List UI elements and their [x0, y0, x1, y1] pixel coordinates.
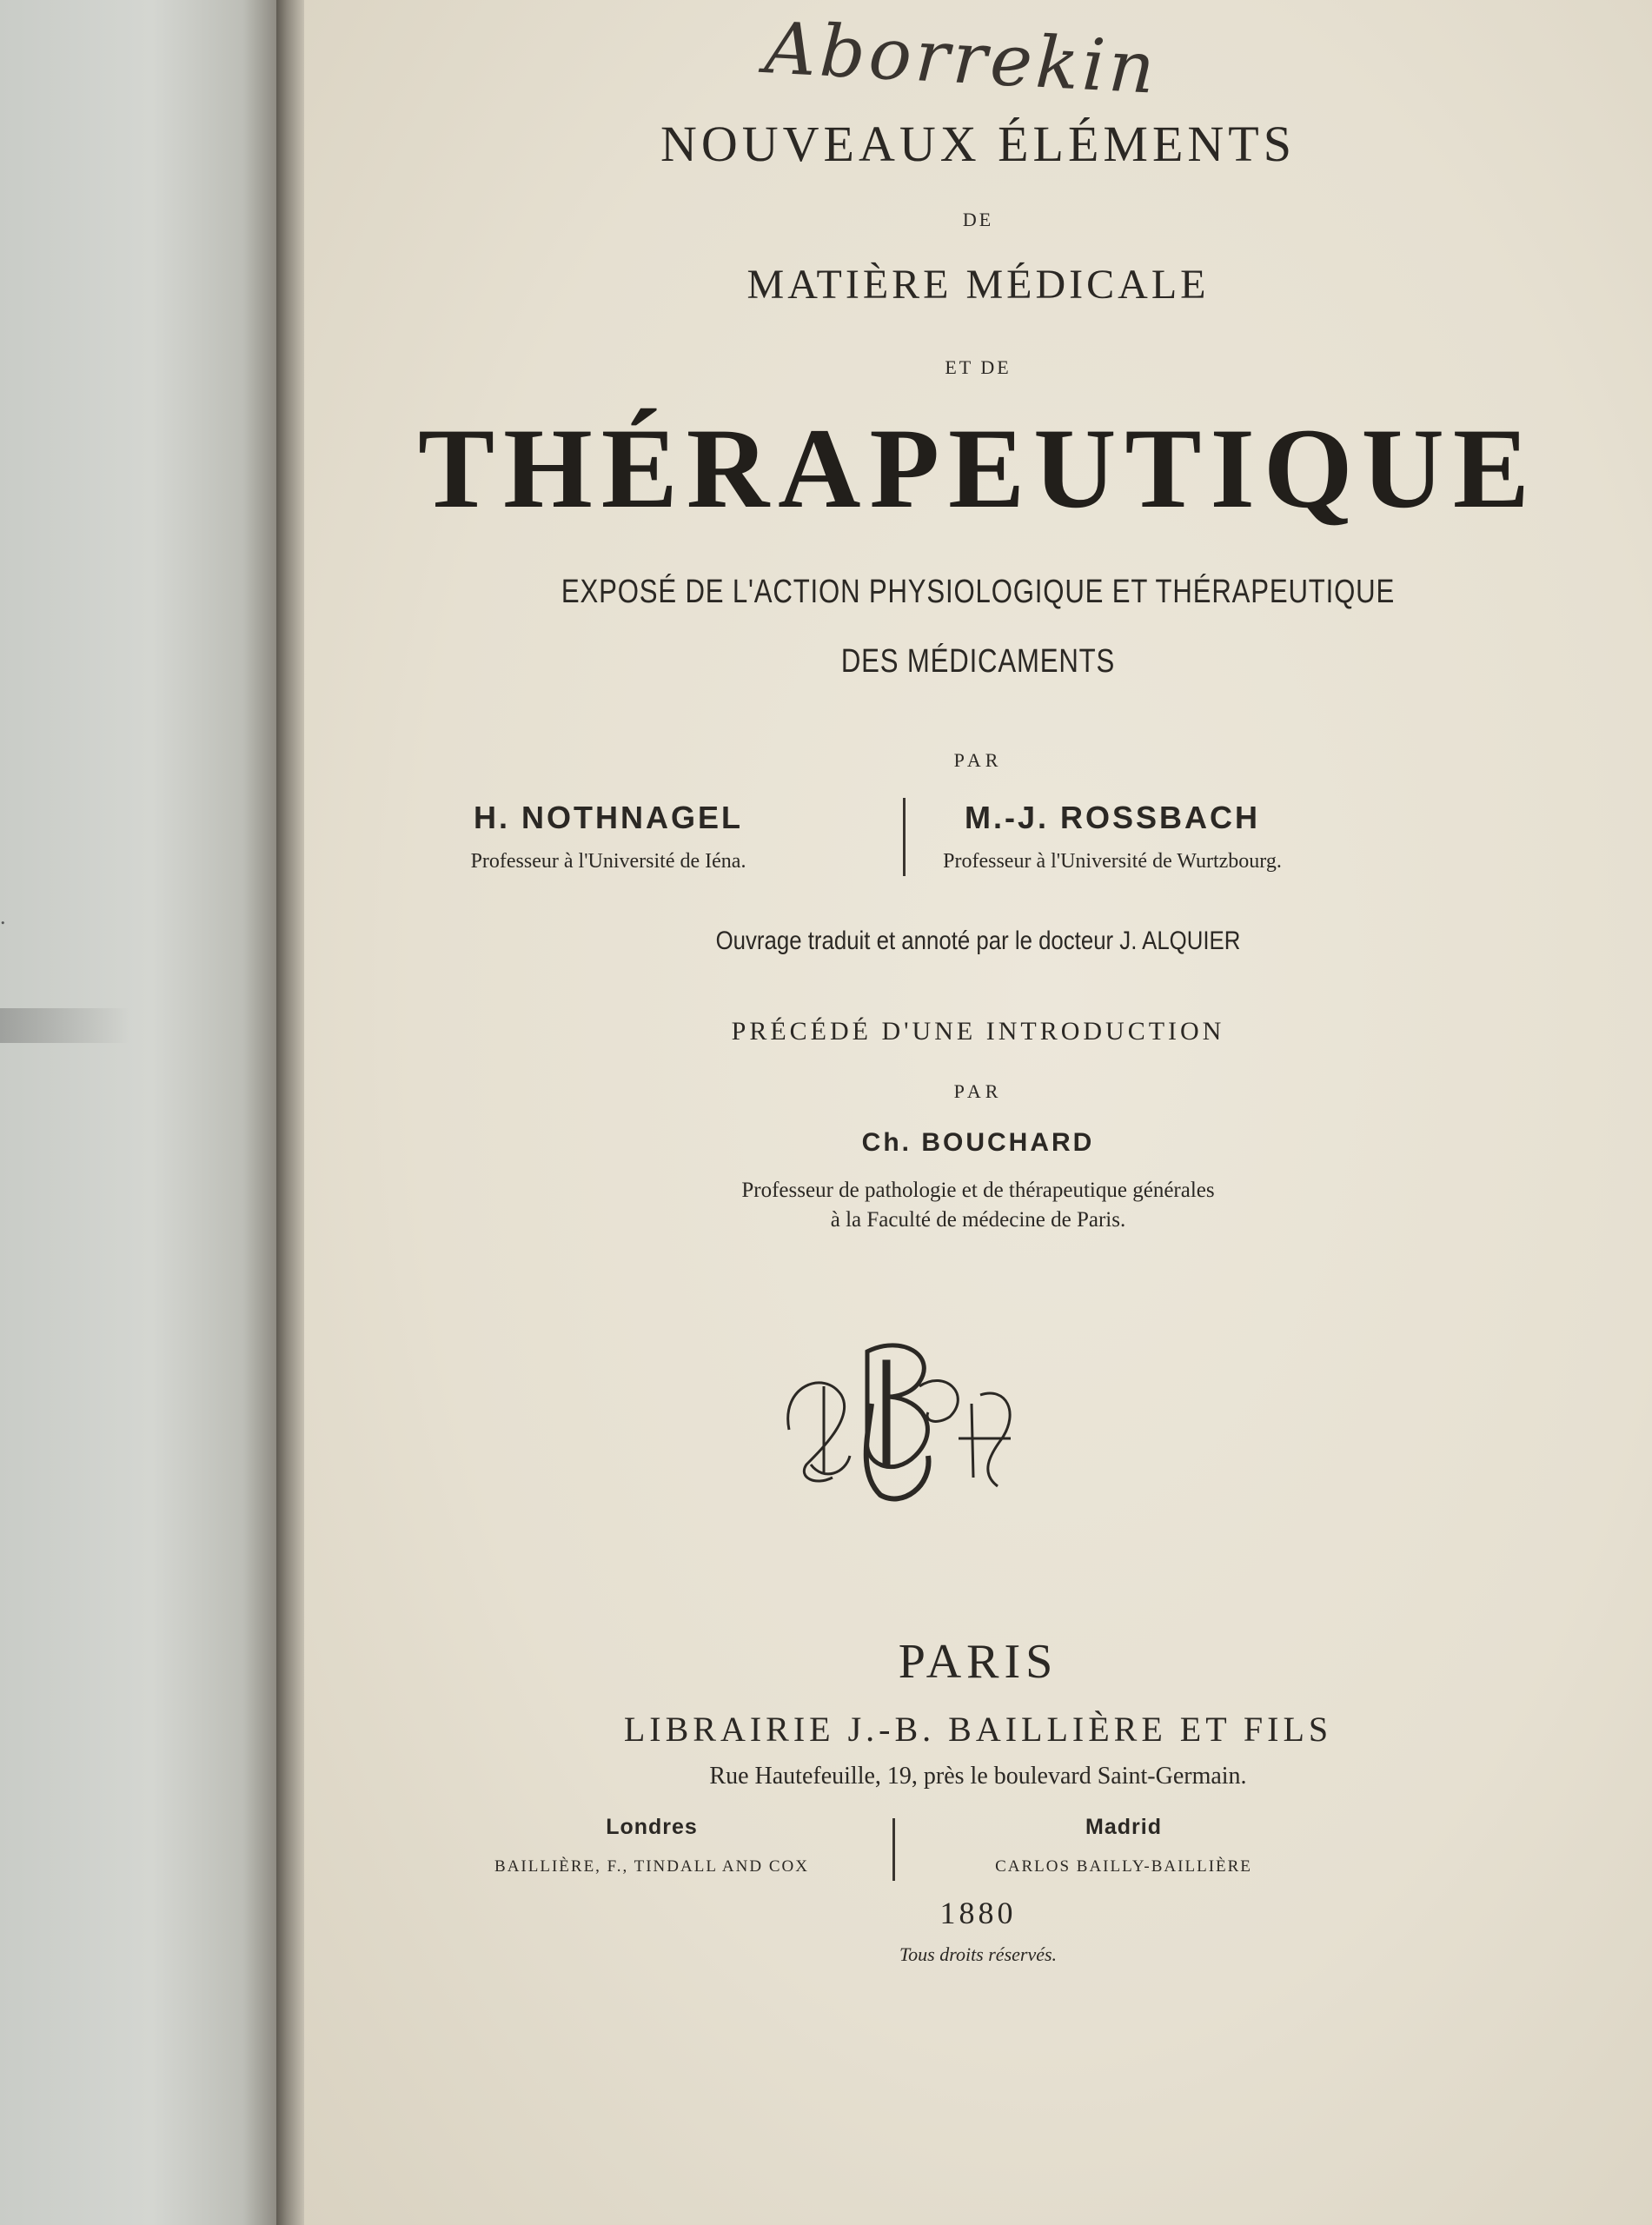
author-name: M.-J. ROSSBACH: [964, 800, 1261, 835]
author-affiliation: Professeur à l'Université de Iéna.: [470, 850, 746, 873]
left-page-mark: .: [0, 904, 6, 929]
branch-madrid: [880, 1815, 1367, 1876]
title-page: [304, 0, 1652, 2225]
left-page: [0, 0, 276, 2225]
branch-agent: BAILLIÈRE, F., TINDALL AND COX: [494, 1857, 809, 1876]
branch-city: Londres: [606, 1815, 698, 1839]
branch-agent: CARLOS BAILLY-BAILLIÈRE: [995, 1857, 1252, 1876]
publisher-address: Rue Hautefeuille, 19, près le boulevard Saint-Germain.: [709, 1763, 1247, 1790]
introduction-heading: PRÉCÉDÉ D'UNE INTRODUCTION: [731, 1017, 1225, 1046]
author-rossbach: [852, 800, 1373, 873]
book-gutter: [276, 0, 304, 2225]
branch-city: Madrid: [1085, 1815, 1162, 1839]
author-affiliation: Professeur à l'Université de Wurtzbourg.: [943, 850, 1282, 873]
rights-notice: Tous droits réservés.: [899, 1943, 1058, 1965]
subtitle-line2: DES MÉDICAMENTS: [840, 643, 1116, 680]
author-name: H. NOTHNAGEL: [474, 800, 743, 835]
publisher-name: LIBRAIRIE J.-B. BAILLIÈRE ET FILS: [623, 1710, 1333, 1749]
title-line1: NOUVEAUX ÉLÉMENTS: [660, 116, 1296, 172]
author-nothnagel: [348, 800, 869, 873]
left-page-bleed: [0, 1008, 130, 1043]
translation-note: Ouvrage traduit et annoté par le docteur J. ALQUIER: [715, 927, 1241, 955]
main-title: THÉRAPEUTIQUE: [418, 404, 1538, 532]
publisher-city: PARIS: [898, 1635, 1058, 1689]
publisher-monogram: [772, 1334, 1024, 1504]
title-de: DE: [962, 209, 994, 230]
par-label: PAR: [953, 749, 1003, 771]
publication-year: 1880: [939, 1896, 1017, 1930]
introduction-title1: Professeur de pathologie et de thérapeutique générales: [741, 1179, 1215, 1202]
introduction-title2: à la Faculté de médecine de Paris.: [830, 1208, 1126, 1232]
introduction-author: Ch. BOUCHARD: [861, 1128, 1095, 1157]
title-line2: MATIÈRE MÉDICALE: [746, 262, 1210, 308]
introduction-par: PAR: [953, 1080, 1003, 1102]
branch-londres: [408, 1815, 895, 1876]
subtitle-line1: EXPOSÉ DE L'ACTION PHYSIOLOGIQUE ET THÉRAPEUTIQUE: [561, 574, 1396, 610]
title-et-de: ET DE: [945, 356, 1012, 378]
handwritten-inscription: Aborrekin: [762, 7, 1160, 110]
